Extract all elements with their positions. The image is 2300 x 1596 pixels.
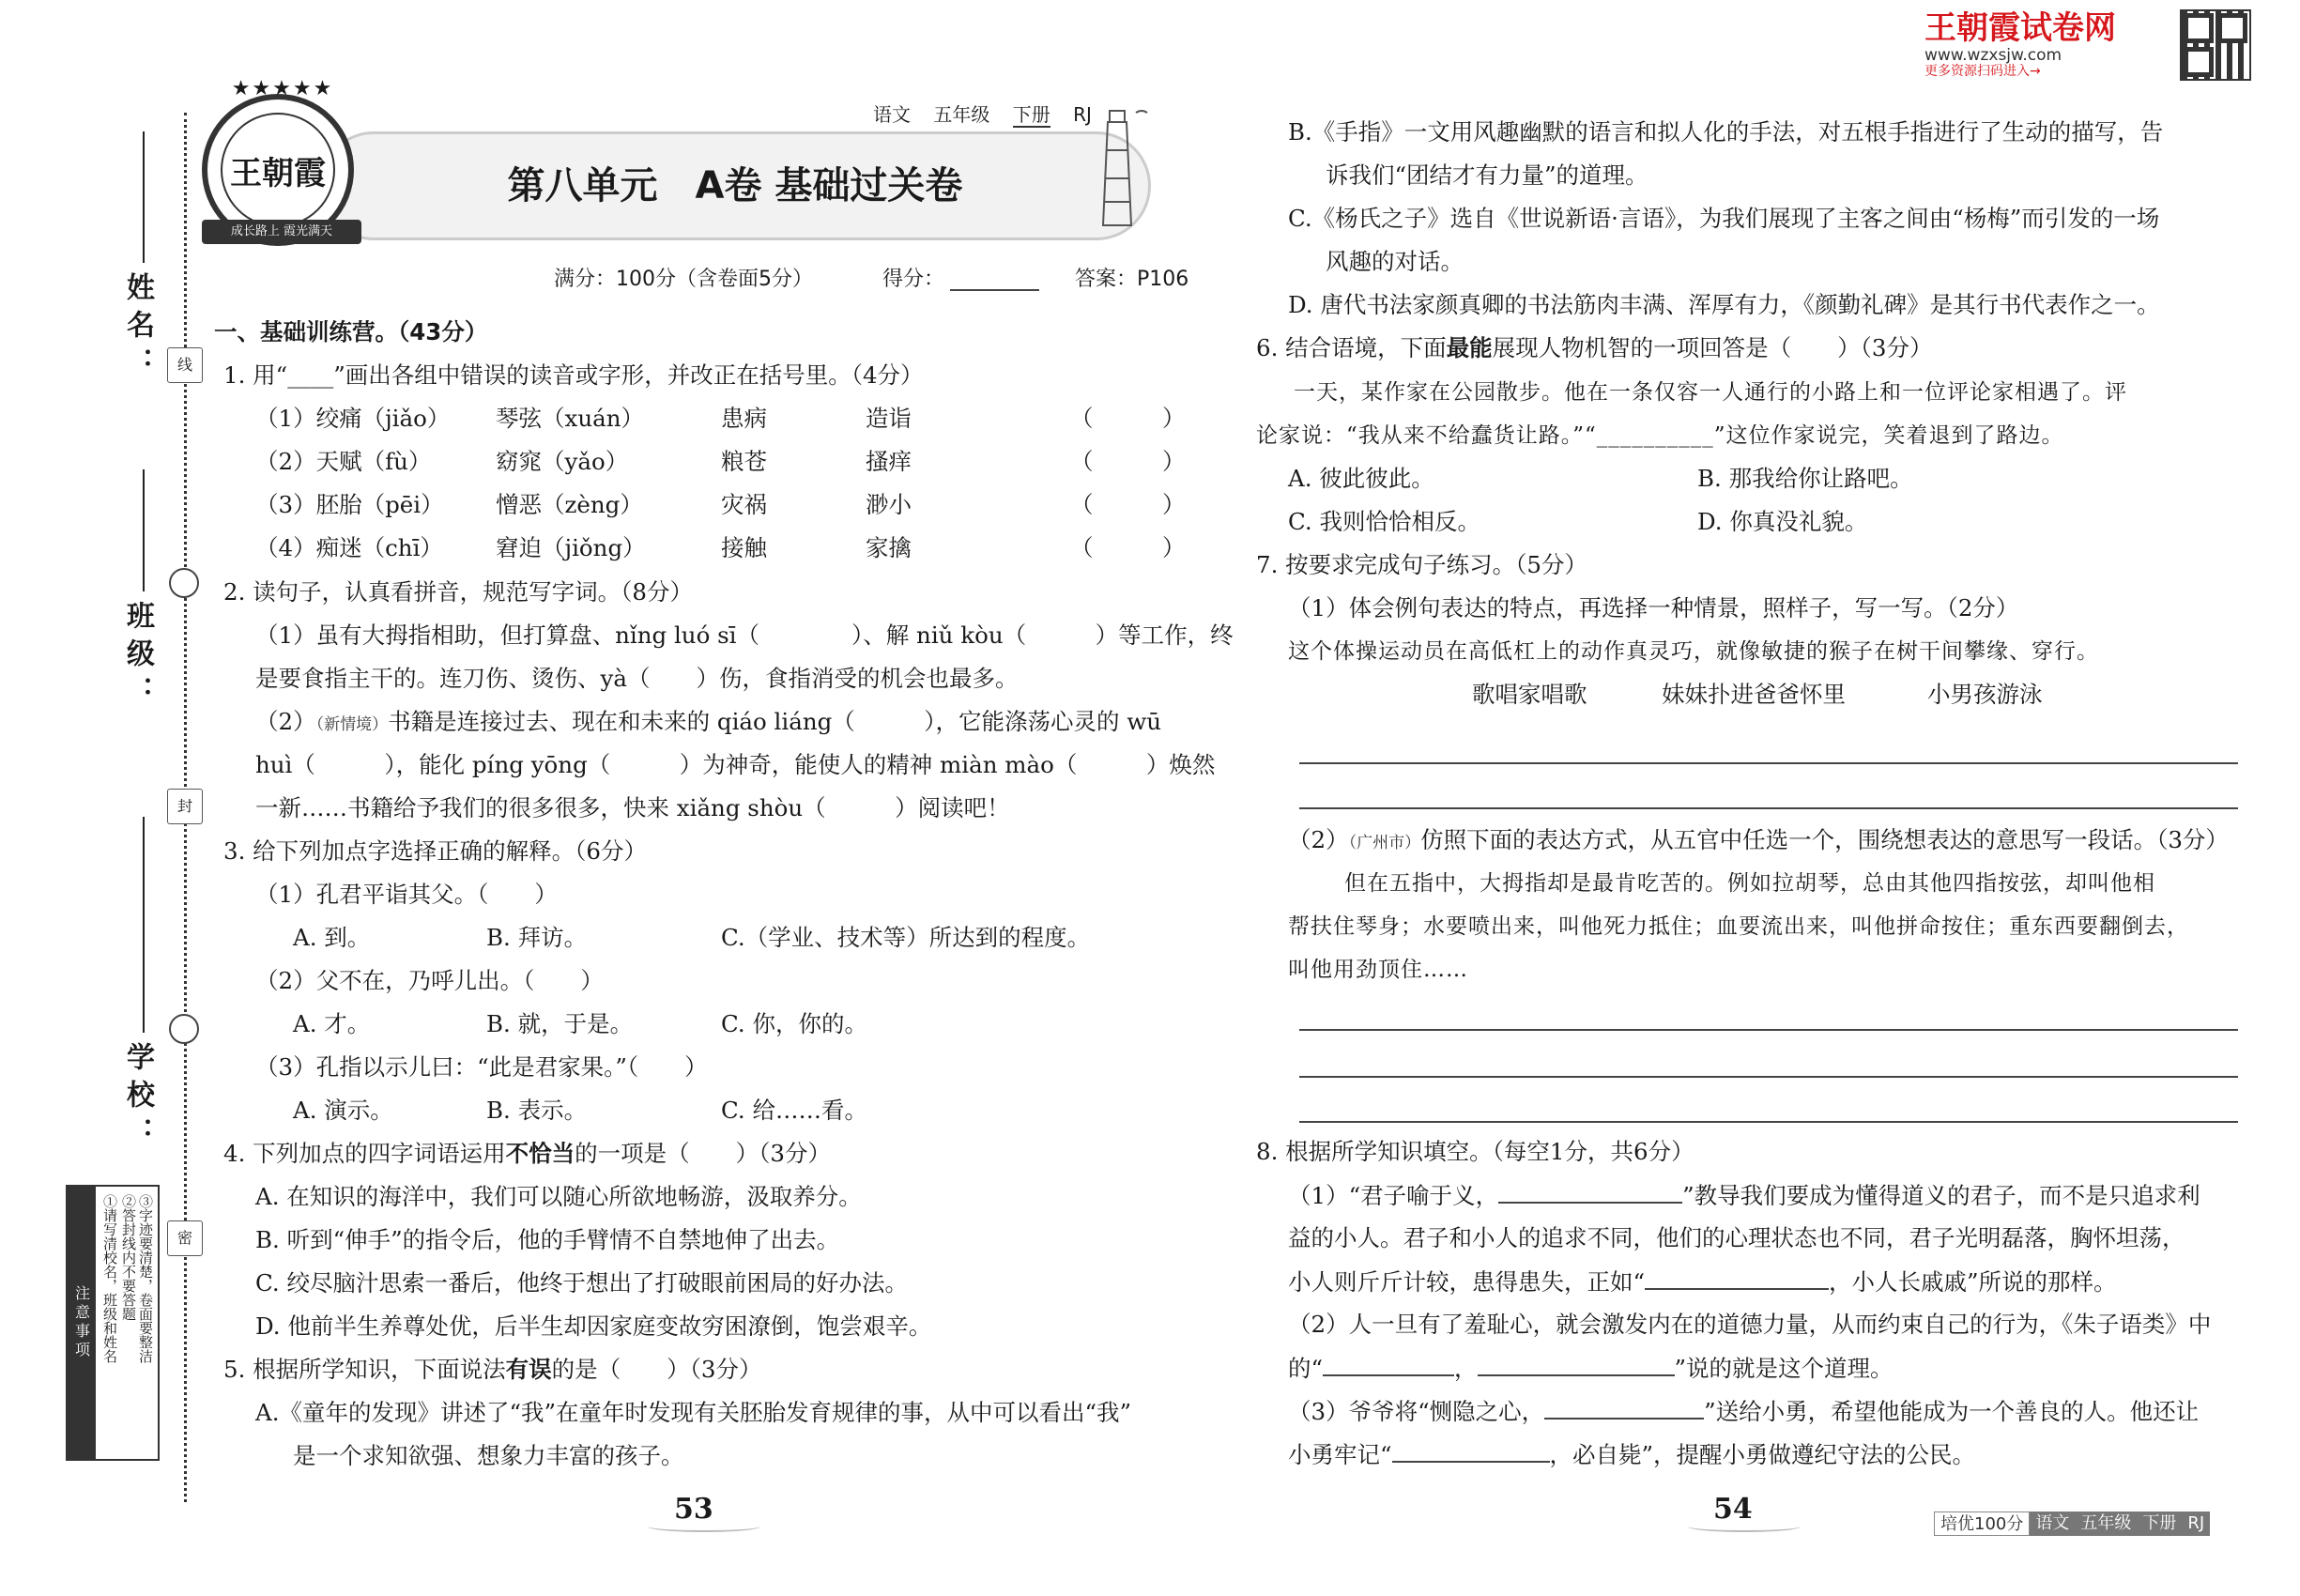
q7-model-line2: 帮扶住琴身；水要喷出来，叫他死力抵住；血要流出来，叫他拼命按住；重东西要翻倒去， — [1288, 914, 2189, 939]
q3-item1-opt-b[interactable]: B. 拜访。 — [486, 924, 588, 951]
q7-choice-2[interactable]: 妹妹扑进爸爸怀里 — [1662, 681, 1846, 708]
q4-opt-d[interactable]: D. 他前半生养尊处优，后半生却因家庭变故穷困潦倒，饱尝艰辛。 — [255, 1312, 932, 1340]
q7-sub1: （1）体会例句表达的特点，再选择一种情景，照样子，写一写。（2分） — [1288, 594, 2019, 622]
q1-r2-b: 窈窕（yǎo） — [496, 448, 629, 475]
cut-char-2: 封 — [167, 789, 203, 824]
q2-line3-num: （2） — [255, 708, 316, 735]
q2-stem: 2. 读句子，认真看拼音，规范写字词。（8分） — [223, 578, 693, 606]
tag-grade: 五年级 — [933, 103, 990, 126]
footer-grade: 五年级 — [2075, 1512, 2137, 1536]
tag-subject: 语文 — [873, 103, 911, 126]
page-number-right: 54 — [1713, 1493, 1753, 1526]
q8-line5-a: 的“ — [1288, 1355, 1324, 1382]
q8-blank-4[interactable] — [1478, 1352, 1675, 1376]
q7-choice-3[interactable]: 小男孩游泳 — [1927, 681, 2043, 708]
q5-opt-b-line1[interactable]: B.《手指》一文用风趣幽默的语言和拟人化的手法，对五根手指进行了生动的描写，告 — [1288, 118, 2164, 146]
q6-opt-c[interactable]: C. 我则恰恰相反。 — [1288, 508, 1480, 535]
answer-line[interactable] — [1299, 1121, 2238, 1123]
q5-opt-b-line2: 诉我们“团结才有力量”的道理。 — [1326, 161, 1648, 189]
logo-text: 王朝霞 — [230, 154, 326, 192]
region-tag: （广州市） — [1348, 834, 1421, 852]
class-line[interactable] — [143, 469, 145, 591]
q8-line6-b: ”送给小勇，希望他能成为一个善良的人。他还让 — [1704, 1398, 2200, 1425]
star-icon: ★★★★★ — [231, 77, 334, 100]
q8-blank-1[interactable] — [1498, 1179, 1682, 1204]
q6-opt-d[interactable]: D. 你真没礼貌。 — [1697, 508, 1868, 535]
tag-volume: 下册 — [1012, 103, 1050, 126]
q6-passage-line2: 论家说：“我从来不给蠢货让路。”“__________”这位作家说完，笑着退到了路边。 — [1256, 423, 2064, 448]
class-label: 班级： — [121, 601, 154, 714]
notice-box — [66, 1185, 160, 1461]
school-line[interactable] — [143, 817, 145, 1033]
q8-blank-3[interactable] — [1323, 1352, 1454, 1376]
footer-volume: 下册 — [2137, 1512, 2182, 1536]
q8-line2: 益的小人。君子和小人的追求不同，他们的心理状态也不同，君子光明磊落，胸怀坦荡， — [1288, 1224, 2185, 1251]
notice-item: ③字迹要清楚，卷面要整洁 — [137, 1194, 154, 1363]
q3-item3[interactable]: （3）孔指以示儿曰：“此是君家果。”（ ） — [255, 1053, 708, 1081]
q5-stem-emph: 有误 — [505, 1356, 552, 1383]
q2-line2[interactable]: 是要食指主干的。连刀伤、烫伤、yà（ ）伤，食指消受的机会也最多。 — [255, 665, 1019, 692]
q4-opt-a[interactable]: A. 在知识的海洋中，我们可以随心所欲地畅游，汲取养分。 — [255, 1183, 862, 1210]
q8-line3-a: 小人则斤斤计较，患得患失，正如“ — [1288, 1268, 1646, 1296]
q1-r2-d: 搔痒 — [866, 448, 912, 475]
q6-stem-a: 6. 结合语境，下面 — [1256, 334, 1447, 361]
q1-r2-c: 粮苍 — [721, 448, 767, 475]
footer-series: 培优100分 — [1934, 1512, 2030, 1536]
notice-item: ①请写清校名，班级和姓名 — [101, 1194, 118, 1363]
q8-line5-c: ”说的就是这个道理。 — [1674, 1355, 1894, 1382]
q1-r1-b: 琴弦（xuán） — [496, 405, 644, 432]
answer-line[interactable] — [1299, 1076, 2238, 1078]
q5-opt-c-line1[interactable]: C.《杨氏之子》选自《世说新语·言语》，为我们展现了主客之间由“杨梅”而引发的一场 — [1288, 205, 2160, 232]
q7-choice-1[interactable]: 歌唱家唱歌 — [1472, 681, 1587, 708]
binding-hole — [169, 1014, 199, 1044]
q6-stem-c: 展现人物机智的一项回答是（ ）（3分） — [1492, 334, 1933, 361]
notice-title: 注意事项 — [68, 1187, 96, 1459]
q1-r3-a: （3）胚胎（pēi） — [255, 491, 444, 518]
answer-line[interactable] — [1299, 807, 2238, 809]
q1-r3-d: 渺小 — [866, 491, 912, 518]
q8-line3[interactable] — [1288, 1266, 2117, 1298]
q3-item3-opt-c[interactable]: C. 给……看。 — [721, 1097, 867, 1124]
answer-line[interactable] — [1299, 1029, 2238, 1031]
full-score: 满分：100分（含卷面5分） — [554, 268, 813, 291]
footer-edition: RJ — [2182, 1512, 2210, 1536]
q3-item1-opt-c[interactable]: C.（学业、技术等）所达到的程度。 — [721, 924, 1091, 951]
q1-r2-answer[interactable]: （ ） — [1070, 448, 1186, 475]
q2-line1[interactable]: （1）虽有大拇指相助，但打算盘、nǐng luó sī（ ）、解 niǔ kòu（ ）等工作，终 — [255, 622, 1234, 649]
q3-item1[interactable]: （1）孔君平诣其父。（ ） — [255, 881, 558, 908]
q4-stem-emph: 不恰当 — [505, 1140, 575, 1167]
q3-item2-opt-a[interactable]: A. 才。 — [293, 1010, 371, 1037]
grade-tags — [873, 100, 1109, 127]
q1-r4-d: 家擒 — [866, 534, 912, 561]
q1-r1-d: 造诣 — [866, 405, 912, 432]
q5-opt-a-line1[interactable]: A.《童年的发现》讲述了“我”在童年时发现有关胚胎发育规律的事，从中可以看出“我” — [255, 1399, 1132, 1426]
page-number-deco — [648, 1521, 760, 1532]
section-heading: 一、基础训练营。（43分） — [214, 318, 488, 345]
q5-stem — [223, 1354, 762, 1386]
q5-stem-c: 的是（ ）（3分） — [551, 1356, 762, 1383]
q1-r3-answer[interactable]: （ ） — [1070, 491, 1186, 518]
q3-stem: 3. 给下列加点字选择正确的解释。（6分） — [223, 837, 647, 865]
q3-item1-opt-a[interactable]: A. 到。 — [293, 924, 371, 951]
q6-passage-line1: 一天，某作家在公园散步。他在一条仅容一人通行的小路上和一位评论家相遇了。评 — [1294, 380, 2127, 405]
q3-item2-opt-b[interactable]: B. 就，于是。 — [486, 1010, 634, 1037]
q8-line5-b: ， — [1454, 1355, 1478, 1382]
q1-r1-answer[interactable]: （ ） — [1070, 405, 1186, 432]
q7-sub2 — [1288, 824, 2229, 859]
q1-r1-a: （1）绞痛（jiǎo） — [255, 405, 451, 432]
q3-item2-opt-c[interactable]: C. 你，你的。 — [721, 1010, 867, 1037]
title-banner — [319, 131, 1151, 240]
q2-line4[interactable]: huì（ ），能化 píng yōng（ ）为神奇，能使人的精神 miàn mào（ ）焕然 — [255, 751, 1216, 778]
page-title: 第八单元 A卷 基础过关卷 — [507, 164, 963, 207]
q1-r3-b: 憎恶（zèng） — [496, 491, 643, 518]
q5-stem-a: 5. 根据所学知识，下面说法 — [223, 1356, 506, 1383]
q1-r2-a: （2）天赋（fù） — [255, 448, 432, 475]
q8-line1[interactable] — [1288, 1179, 2200, 1212]
footer-tag — [1934, 1512, 2210, 1536]
binding-strip — [0, 0, 192, 1596]
answer-line[interactable] — [1299, 762, 2238, 764]
footer-subject: 语文 — [2030, 1512, 2075, 1536]
q7-example: 这个体操运动员在高低杠上的动作真灵巧，就像敏捷的猴子在树干间攀缘、穿行。 — [1288, 639, 2099, 664]
score-label: 得分： — [882, 268, 945, 291]
site-name: 王朝霞试卷网 — [1924, 9, 2116, 47]
q3-item3-opt-b[interactable]: B. 表示。 — [486, 1097, 588, 1124]
q8-line6[interactable] — [1288, 1395, 2199, 1428]
q1-r4-a: （4）痴迷（chī） — [255, 534, 443, 561]
q8-line7-b: ，必自毙”，提醒小勇做遵纪守法的公民。 — [1549, 1441, 1976, 1468]
q2-line5[interactable]: 一新……书籍给予我们的很多很多，快来 xiǎng shòu（ ）阅读吧！ — [255, 794, 1010, 821]
q8-line7-a: 小勇牢记“ — [1288, 1441, 1392, 1468]
site-url[interactable]: www.wzxsjw.com — [1924, 46, 2062, 65]
q7-model-line1: 但在五指中，大拇指却是最肯吃苦的。例如拉胡琴，总由其他四指按弦，却叫他相 — [1344, 871, 2155, 896]
q3-item2[interactable]: （2）父不在，乃呼儿出。（ ） — [255, 967, 604, 994]
score-blank[interactable] — [950, 289, 1039, 291]
q6-stem-emph: 最能 — [1446, 334, 1493, 361]
binding-hole — [169, 568, 199, 598]
q5-opt-a-line2: 是一个求知欲强、想象力丰富的孩子。 — [293, 1442, 684, 1469]
q8-line7[interactable] — [1288, 1438, 1975, 1471]
answer-ref: 答案：P106 — [1075, 268, 1189, 291]
q3-item3-opt-a[interactable]: A. 演示。 — [293, 1097, 393, 1124]
q8-line4: （2）人一旦有了羞耻心，就会激发内在的道德力量，从而约束自己的行为，《朱子语类》中 — [1288, 1311, 2212, 1338]
brand-logo — [202, 77, 354, 246]
q2-line3[interactable] — [255, 706, 1161, 741]
q4-stem-a: 4. 下列加点的四字词语运用 — [223, 1140, 506, 1167]
q1-r4-c: 接触 — [721, 534, 767, 561]
qr-code-icon[interactable] — [2180, 9, 2251, 81]
q7-sub2-text: 仿照下面的表达方式，从五官中任选一个，围绕想表达的意思写一段话。（3分） — [1420, 826, 2229, 853]
q8-stem: 8. 根据所学知识填空。（每空1分，共6分） — [1256, 1138, 1694, 1165]
notice-item: ②答封线内不要答题 — [120, 1194, 137, 1321]
q1-r4-b: 窘迫（jiǒng） — [496, 534, 646, 561]
q5-opt-d[interactable]: D. 唐代书法家颜真卿的书法筋肉丰满、浑厚有力，《颜勤礼碑》是其行书代表作之一。 — [1288, 291, 2160, 318]
cut-char-1: 线 — [167, 347, 203, 383]
site-more: 更多资源扫码进入→ — [1924, 64, 2041, 79]
page-number-deco — [1688, 1521, 1801, 1532]
q4-opt-b[interactable]: B. 听到“伸手”的指令后，他的手臂情不自禁地伸了出去。 — [255, 1226, 840, 1253]
q7-sub2-num: （2） — [1288, 826, 1349, 853]
new-context-tag: （新情境） — [315, 715, 389, 734]
q1-stem: 1. 用“____”画出各组中错误的读音或字形，并改正在括号里。（4分） — [223, 361, 924, 389]
q4-stem — [223, 1138, 831, 1170]
name-label: 姓名： — [121, 272, 154, 385]
q1-r3-c: 灾祸 — [721, 491, 767, 518]
q4-opt-c[interactable]: C. 绞尽脑汁思索一番后，他终于想出了打破眼前困局的好办法。 — [255, 1269, 908, 1297]
q8-line3-b: ，小人长戚戚”所说的那样。 — [1829, 1268, 2117, 1296]
q1-r4-answer[interactable]: （ ） — [1070, 534, 1186, 561]
q8-line5[interactable] — [1288, 1352, 1894, 1385]
q7-model-line3: 叫他用劲顶住…… — [1288, 958, 1468, 982]
tag-edition: RJ — [1073, 103, 1092, 126]
q8-blank-2[interactable] — [1645, 1266, 1829, 1290]
name-line[interactable] — [143, 131, 145, 263]
q6-stem — [1256, 332, 1933, 364]
q8-line1-b: ”教导我们要成为懂得道义的君子，而不是只追求利 — [1682, 1182, 2200, 1209]
lighthouse-icon — [1080, 103, 1155, 235]
q6-opt-b[interactable]: B. 那我给你让路吧。 — [1697, 465, 1913, 492]
q8-line6-a: （3）爷爷将“恻隐之心， — [1288, 1398, 1545, 1425]
logo-ribbon: 成长路上 霞光满天 — [202, 220, 361, 244]
q2-line3-text: 书籍是连接过去、现在和未来的 qiáo liáng（ ），它能涤荡心灵的 wū — [388, 708, 1162, 735]
page-number-left: 53 — [674, 1493, 713, 1526]
q7-stem: 7. 按要求完成句子练习。（5分） — [1256, 551, 1587, 578]
school-label: 学校： — [121, 1042, 154, 1155]
q1-r1-c: 患病 — [721, 405, 767, 432]
q8-blank-6[interactable] — [1392, 1438, 1550, 1463]
q4-stem-c: 的一项是（ ）（3分） — [575, 1140, 832, 1167]
cut-char-3: 密 — [167, 1220, 203, 1256]
q8-blank-5[interactable] — [1544, 1395, 1704, 1420]
q5-opt-c-line2: 风趣的对话。 — [1326, 248, 1464, 275]
q8-line1-a: （1）“君子喻于义， — [1288, 1182, 1499, 1209]
q6-opt-a[interactable]: A. 彼此彼此。 — [1288, 465, 1434, 492]
